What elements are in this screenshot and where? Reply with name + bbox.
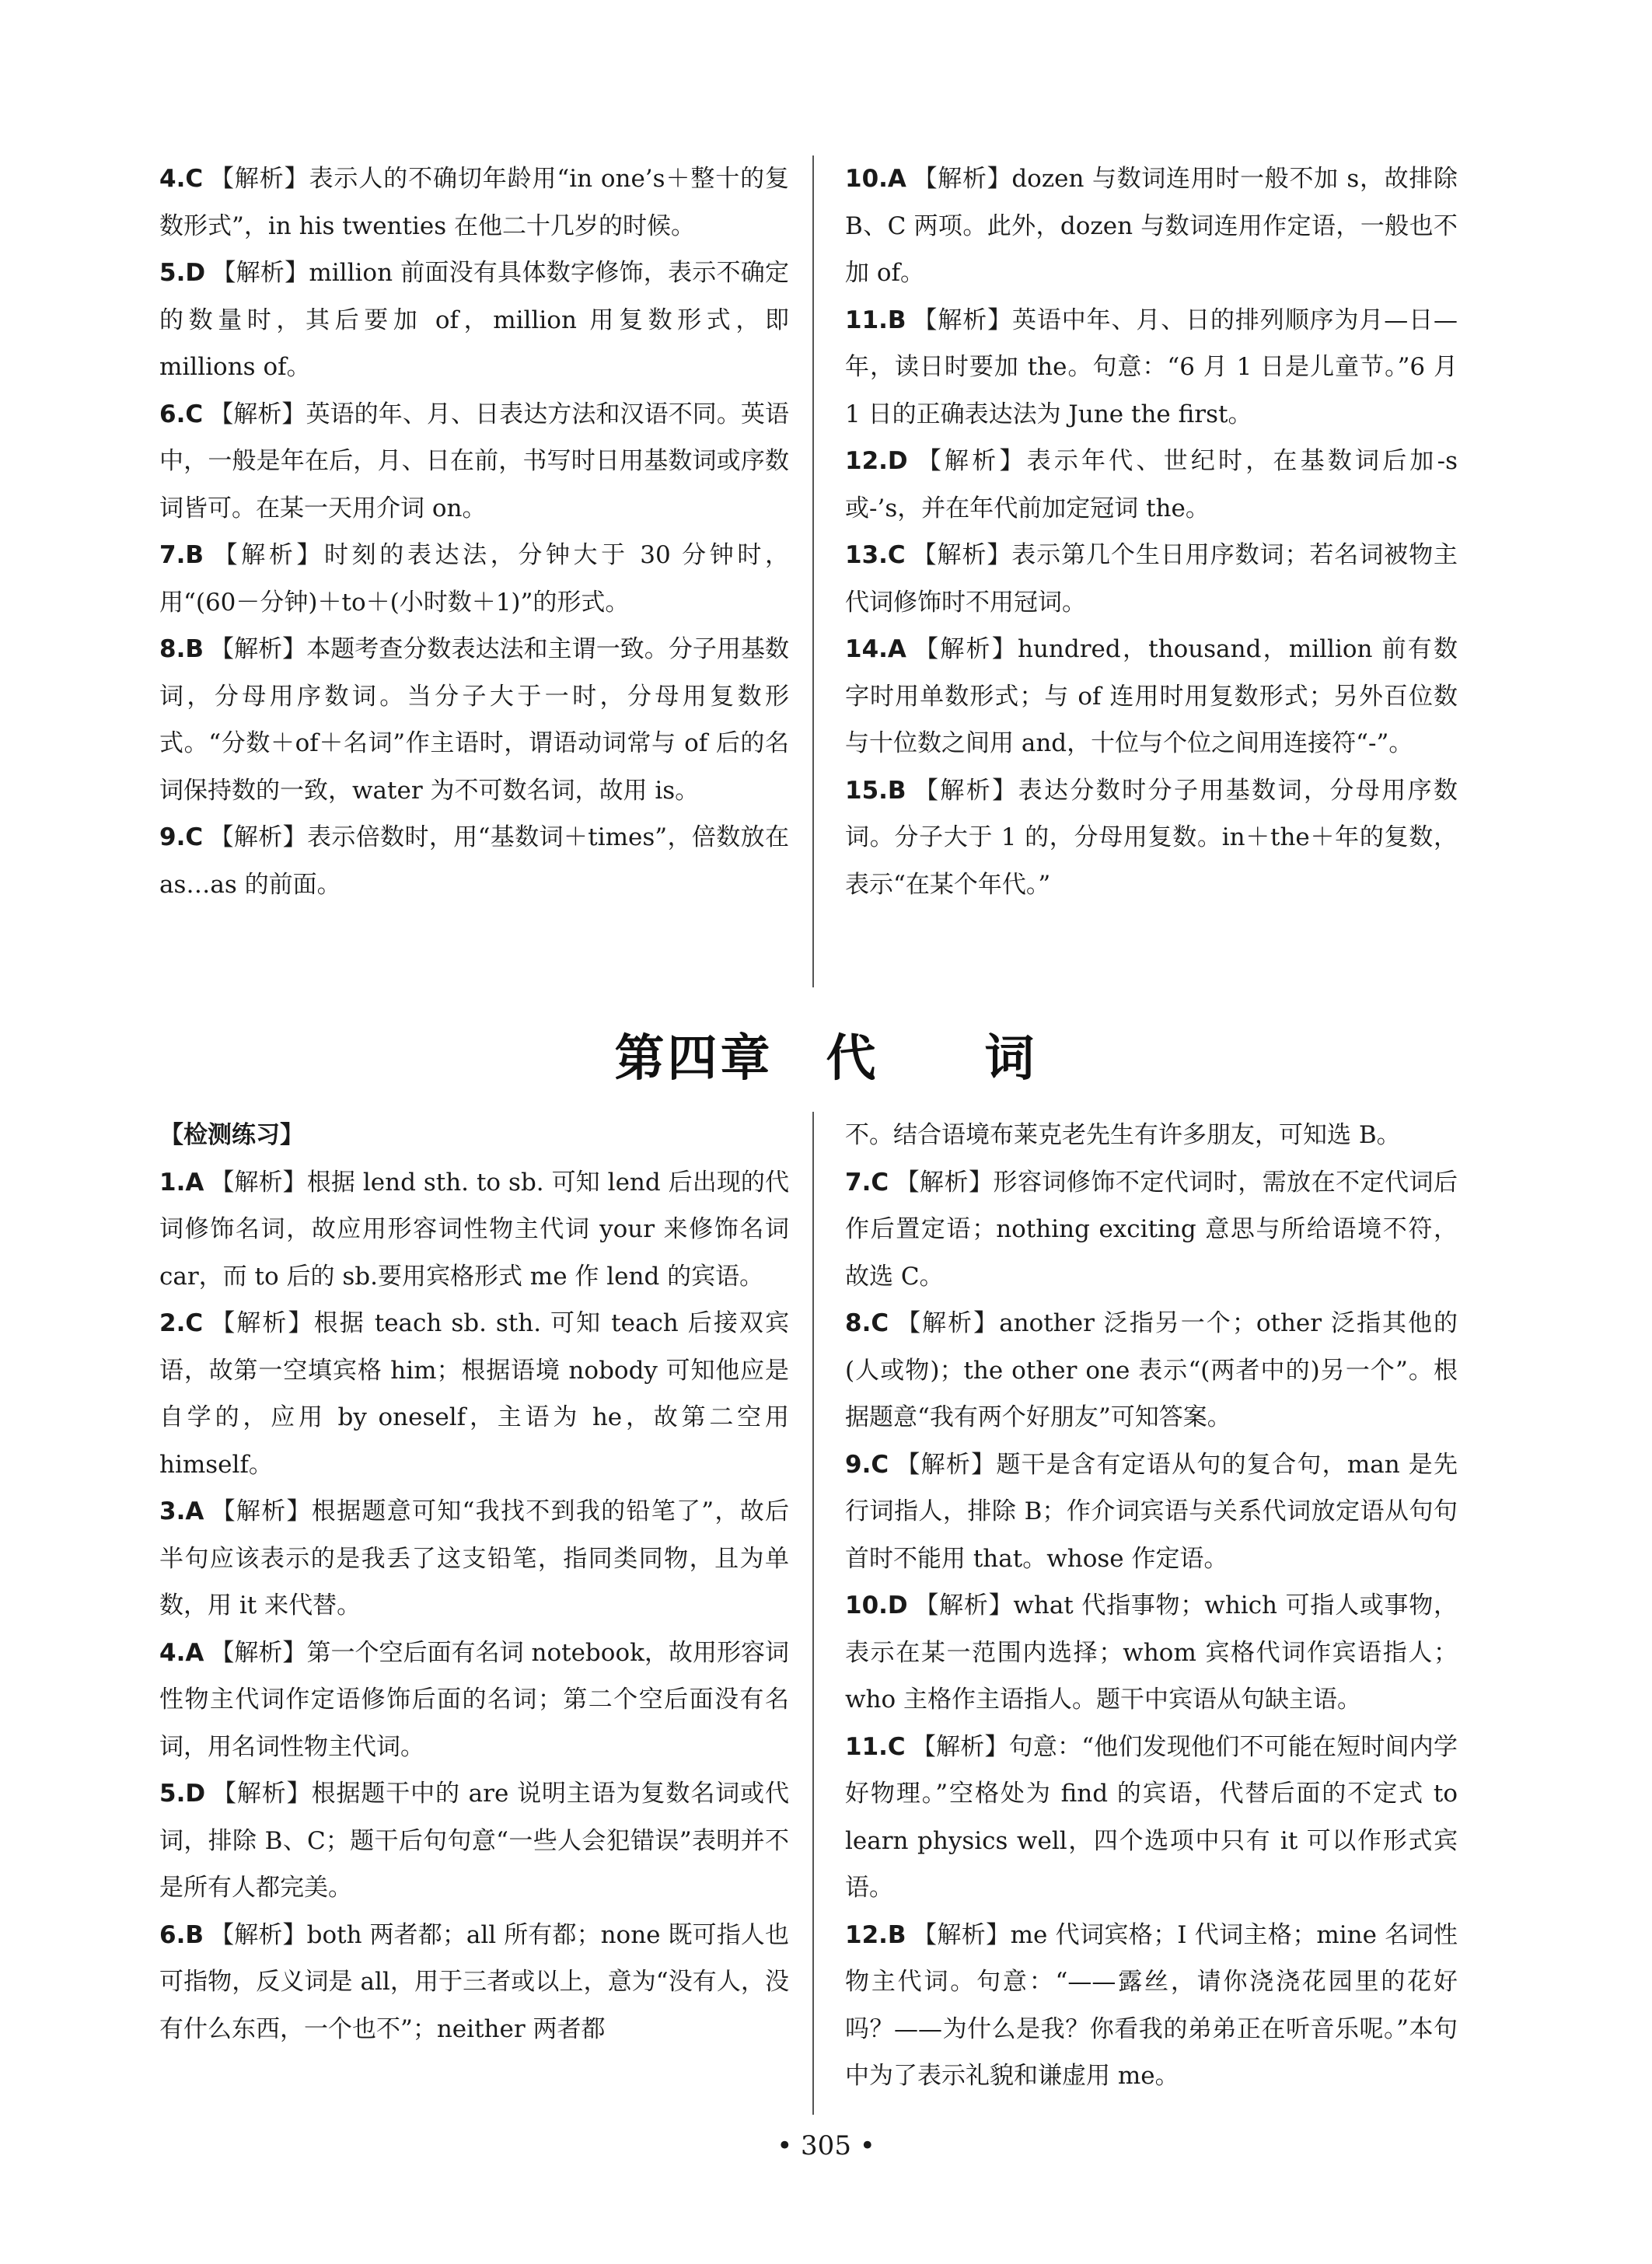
answer-item bbox=[159, 814, 789, 908]
item-number: 11.C bbox=[845, 1732, 906, 1761]
item-number: 8.C bbox=[845, 1309, 889, 1337]
item-text: million 前面没有具体数字修饰，表示不确定的数量时，其后要加 of，million 用复数形式，即 millions of。 bbox=[159, 259, 789, 381]
answer-item bbox=[845, 1724, 1458, 1912]
analysis-tag: 【解析】 bbox=[209, 1920, 307, 1949]
item-text: 表示年代、世纪时，在基数词后加-s 或-’s，并在年代前加定冠词 the。 bbox=[845, 447, 1458, 522]
top-right-column bbox=[845, 155, 1458, 908]
analysis-tag: 【解析】 bbox=[912, 306, 1012, 334]
item-number: 8.B bbox=[159, 635, 204, 663]
item-text: 句意：“他们发现他们不可能在短时间内学好物理。”空格处为 find 的宾语，代替后面的不定式 to learn physics well，四个选项中只有 it 可以作形式宾语。 bbox=[845, 1732, 1458, 1902]
item-number: 10.A bbox=[845, 165, 906, 193]
item-number: 1.A bbox=[159, 1168, 204, 1197]
item-text: 根据 lend sth. to sb. 可知 lend 后出现的代词修饰名词，故应用形容词性物主代词 your 来修饰名词 car，而 to 后的 sb.要用宾格形式 me 作 lend 的宾语。 bbox=[159, 1168, 789, 1291]
analysis-tag: 【解析】 bbox=[895, 1309, 1000, 1337]
item-text: 表示第几个生日用序数词；若名词被物主代词修饰时不用冠词。 bbox=[845, 541, 1458, 617]
item-text: 表达分数时分子用基数词，分母用序数词。分子大于 1 的，分母用复数。in＋the＋年的复数，表示“在某个年代。” bbox=[845, 776, 1458, 899]
analysis-tag: 【解析】 bbox=[211, 1780, 312, 1808]
page-number: • 305 • bbox=[777, 2130, 875, 2161]
analysis-tag: 【解析】 bbox=[209, 635, 307, 663]
item-text: me 代词宾格；I 代词主格；mine 名词性物主代词。句意：“——露丝，请你浇浇花园里的花好吗？——为什么是我？你看我的弟弟正在听音乐呢。”本句中为了表示礼貌和谦虚用 me。 bbox=[845, 1920, 1458, 2090]
bottom-left-column bbox=[159, 1112, 789, 2053]
answer-item bbox=[845, 1159, 1458, 1301]
answer-item bbox=[845, 155, 1458, 297]
analysis-tag: 【解析】 bbox=[209, 541, 325, 569]
answer-item bbox=[845, 1441, 1458, 1583]
item-text: 英语中年、月、日的排列顺序为月—日—年，读日时要加 the。句意：“6 月 1 日是儿童节。”6 月 1 日的正确表达法为 June the first。 bbox=[845, 306, 1458, 428]
answer-item bbox=[845, 1912, 1458, 2100]
item-text: 表示倍数时，用“基数词＋times”，倍数放在 as…as 的前面。 bbox=[159, 823, 789, 899]
item-text: 第一个空后面有名词 notebook，故用形容词性物主代词作定语修饰后面的名词；第二个空后面没有名词，用名词性物主代词。 bbox=[159, 1638, 790, 1761]
item-text: 根据 teach sb. sth. 可知 teach 后接双宾语，故第一空填宾格 him；根据语境 nobody 可知他应是自学的，应用 by oneself，主语为 he，故第二空用 himself。 bbox=[159, 1309, 790, 1479]
bottom-right-column bbox=[845, 1112, 1458, 2100]
answer-item bbox=[159, 1300, 789, 1488]
item-text: both 两者都；all 所有都；none 既可指人也可指物，反义词是 all，用于三者或以上，意为“没有人，没有什么东西，一个也不”；neither 两者都 bbox=[159, 1920, 790, 2043]
analysis-tag: 【解析】 bbox=[911, 1732, 1009, 1761]
item-text: 表示人的不确切年龄用“in one’s＋整十的复数形式”，in his twenties 在他二十几岁的时候。 bbox=[159, 165, 789, 240]
item-text: 形容词修饰不定代词时，需放在不定代词后作后置定语；nothing exciting 意思与所给语境不符，故选 C。 bbox=[845, 1168, 1458, 1291]
analysis-tag: 【解析】 bbox=[211, 259, 309, 287]
item-number: 11.B bbox=[845, 306, 906, 334]
top-left-column bbox=[159, 155, 789, 908]
item-number: 4.A bbox=[159, 1638, 204, 1667]
answer-item-continued bbox=[845, 1112, 1458, 1159]
item-text: 根据题意可知“我找不到我的铅笔了”，故后半句应该表示的是我丢了这支铅笔，指同类同物，且为单数，用 it 来代替。 bbox=[159, 1497, 789, 1619]
answer-item bbox=[845, 438, 1458, 532]
answer-item bbox=[159, 532, 789, 626]
answer-item bbox=[159, 1488, 789, 1630]
analysis-tag: 【解析】 bbox=[209, 165, 309, 193]
section-heading: 【检测练习】 bbox=[159, 1121, 304, 1149]
analysis-tag: 【解析】 bbox=[913, 1591, 1014, 1619]
item-text: 不。结合语境布莱克老先生有许多朋友，可知选 B。 bbox=[845, 1121, 1401, 1149]
item-text: what 代指事物；which 可指人或事物，表示在某一范围内选择；whom 宾格代词作宾语指人；who 主格作主语指人。题干中宾语从句缺主语。 bbox=[845, 1591, 1458, 1714]
answer-item bbox=[845, 1582, 1458, 1724]
analysis-tag: 【解析】 bbox=[912, 776, 1018, 805]
item-number: 15.B bbox=[845, 776, 906, 805]
item-number: 9.C bbox=[159, 823, 204, 851]
answer-item bbox=[159, 155, 789, 250]
answer-item bbox=[159, 391, 789, 533]
answer-item bbox=[159, 1770, 789, 1912]
answer-item bbox=[845, 532, 1458, 626]
item-text: 题干是含有定语从句的复合句，man 是先行词指人，排除 B；作介词宾语与关系代词放定语从句句首时不能用 that。whose 作定语。 bbox=[845, 1450, 1458, 1573]
answer-item bbox=[159, 626, 789, 814]
analysis-tag: 【解析】 bbox=[210, 1168, 307, 1197]
item-text: 本题考查分数表达法和主谓一致。分子用基数词，分母用序数词。当分子大于一时，分母用复数形式。“分数＋of＋名词”作主语时，谓语动词常与 of 后的名词保持数的一致，water 为不可数名词，故用 is。 bbox=[159, 635, 790, 805]
answer-item bbox=[845, 1300, 1458, 1441]
answer-item bbox=[159, 1159, 789, 1301]
item-number: 12.B bbox=[845, 1920, 906, 1949]
answer-item bbox=[845, 626, 1458, 767]
item-number: 7.C bbox=[845, 1168, 889, 1197]
item-text: 根据题干中的 are 说明主语为复数名词或代词，排除 B、C；题干后句句意“一些人会犯错误”表明并不是所有人都完美。 bbox=[159, 1780, 789, 1902]
item-number: 14.A bbox=[845, 635, 906, 663]
answer-item bbox=[159, 250, 789, 391]
analysis-tag: 【解析】 bbox=[895, 1168, 994, 1197]
analysis-tag: 【解析】 bbox=[912, 1920, 1011, 1949]
answer-item bbox=[845, 297, 1458, 438]
item-number: 10.D bbox=[845, 1591, 908, 1619]
item-number: 6.C bbox=[159, 400, 204, 428]
item-text: another 泛指另一个；other 泛指其他的(人或物)；the other one 表示“(两者中的)另一个”。根据题意“我有两个好朋友”可知答案。 bbox=[845, 1309, 1458, 1431]
analysis-tag: 【解析】 bbox=[911, 541, 1012, 569]
column-divider bbox=[812, 1112, 814, 2115]
answer-item bbox=[159, 1630, 789, 1771]
item-number: 13.C bbox=[845, 541, 906, 569]
item-text: 时刻的表达法，分钟大于 30 分钟时，用“(60－分钟)＋to＋(小时数＋1)”的形式。 bbox=[159, 541, 789, 617]
analysis-tag: 【解析】 bbox=[913, 447, 1027, 475]
item-text: dozen 与数词连用时一般不加 s，故排除 B、C 两项。此外，dozen 与数词连用作定语，一般也不加 of。 bbox=[845, 165, 1458, 287]
item-number: 3.A bbox=[159, 1497, 204, 1525]
analysis-tag: 【解析】 bbox=[209, 1309, 314, 1337]
analysis-tag: 【解析】 bbox=[210, 1638, 307, 1667]
analysis-tag: 【解析】 bbox=[912, 635, 1018, 663]
answer-item bbox=[845, 767, 1458, 909]
item-text: hundred，thousand，million 前有数字时用单数形式；与 of 连用时用复数形式；另外百位数与十位数之间用 and，十位与个位之间用连接符“-”。 bbox=[845, 635, 1458, 757]
item-number: 5.D bbox=[159, 1780, 206, 1808]
item-number: 4.C bbox=[159, 165, 204, 193]
answer-item bbox=[159, 1912, 789, 2053]
item-text: 英语的年、月、日表达方法和汉语不同。英语中，一般是年在后，月、日在前，书写时日用基数词或序数词皆可。在某一天用介词 on。 bbox=[159, 400, 790, 522]
analysis-tag: 【解析】 bbox=[209, 400, 306, 428]
analysis-tag: 【解析】 bbox=[210, 1497, 312, 1525]
item-number: 5.D bbox=[159, 259, 206, 287]
analysis-tag: 【解析】 bbox=[912, 165, 1012, 193]
column-divider bbox=[812, 155, 814, 987]
item-number: 6.B bbox=[159, 1920, 204, 1949]
item-number: 9.C bbox=[845, 1450, 889, 1479]
analysis-tag: 【解析】 bbox=[209, 823, 307, 851]
chapter-title: 第四章 代 词 bbox=[614, 1030, 1038, 1088]
item-number: 12.D bbox=[845, 447, 908, 475]
item-number: 2.C bbox=[159, 1309, 204, 1337]
analysis-tag: 【解析】 bbox=[895, 1450, 997, 1479]
item-number: 7.B bbox=[159, 541, 204, 569]
